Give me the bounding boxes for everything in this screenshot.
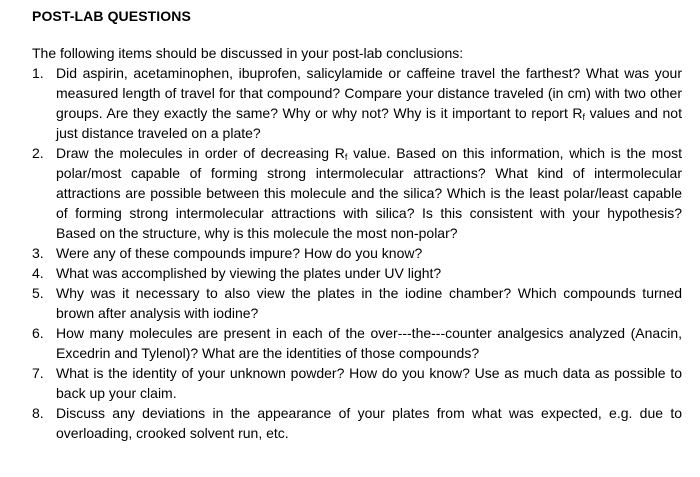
item-text: Discuss any deviations in the appearance of your plates from what was expected, e.g. due to overloading, crooked solvent run, etc. bbox=[56, 405, 682, 441]
item-text-continued: value. Based on this information, which is the most polar/most capable of forming strong intermolecular attractions? What kind of intermolecular attractions are possible between this molecule and the silica? Which is the least polar/least capable of forming strong intermolecular attractions with silica? Is this consistent with your hypothesis? Based on the structure, why is this molecule the most non-polar? bbox=[56, 145, 682, 241]
item-number: 5. bbox=[32, 285, 44, 301]
item-text: Draw the molecules in order of decreasing R bbox=[56, 145, 345, 161]
list-item bbox=[32, 143, 682, 243]
item-number: 4. bbox=[32, 265, 44, 281]
list-item bbox=[32, 283, 682, 323]
item-text-continued: values and not just distance traveled on a plate? bbox=[56, 105, 682, 141]
item-number: 7. bbox=[32, 365, 44, 381]
list-item bbox=[32, 363, 682, 403]
item-number: 1. bbox=[32, 65, 44, 81]
page-title: POST-LAB QUESTIONS bbox=[32, 8, 191, 24]
list-item bbox=[32, 243, 682, 263]
rf-subscript: f bbox=[582, 112, 586, 122]
list-item bbox=[32, 403, 682, 443]
item-text: What is the identity of your unknown powder? How do you know? Use as much data as possible to back up your claim. bbox=[56, 365, 682, 401]
list-item bbox=[32, 263, 682, 283]
list-item bbox=[32, 323, 682, 363]
item-number: 2. bbox=[32, 145, 44, 161]
rf-subscript: f bbox=[344, 152, 348, 162]
item-text: Did aspirin, acetaminophen, ibuprofen, salicylamide or caffeine travel the farthest? What was your measured length of travel for that compound? Compare your distance traveled (in cm) with two other groups. Are they exactly the same? Why or why not? Why is it important to report R bbox=[56, 65, 682, 121]
item-text: What was accomplished by viewing the plates under UV light? bbox=[56, 265, 442, 281]
item-text: How many molecules are present in each of the over---the---counter analgesics analyzed (Anacin, Excedrin and Tylenol)? What are the identities of those compounds? bbox=[56, 325, 682, 361]
item-number: 3. bbox=[32, 245, 44, 261]
item-number: 6. bbox=[32, 325, 44, 341]
item-text: Were any of these compounds impure? How do you know? bbox=[56, 245, 423, 261]
question-list bbox=[32, 63, 682, 443]
item-text: Why was it necessary to also view the plates in the iodine chamber? Which compounds turned brown after analysis with iodine? bbox=[56, 285, 682, 321]
item-number: 8. bbox=[32, 405, 44, 421]
intro-text: The following items should be discussed in your post-lab conclusions: bbox=[32, 45, 464, 61]
list-item bbox=[32, 63, 682, 143]
